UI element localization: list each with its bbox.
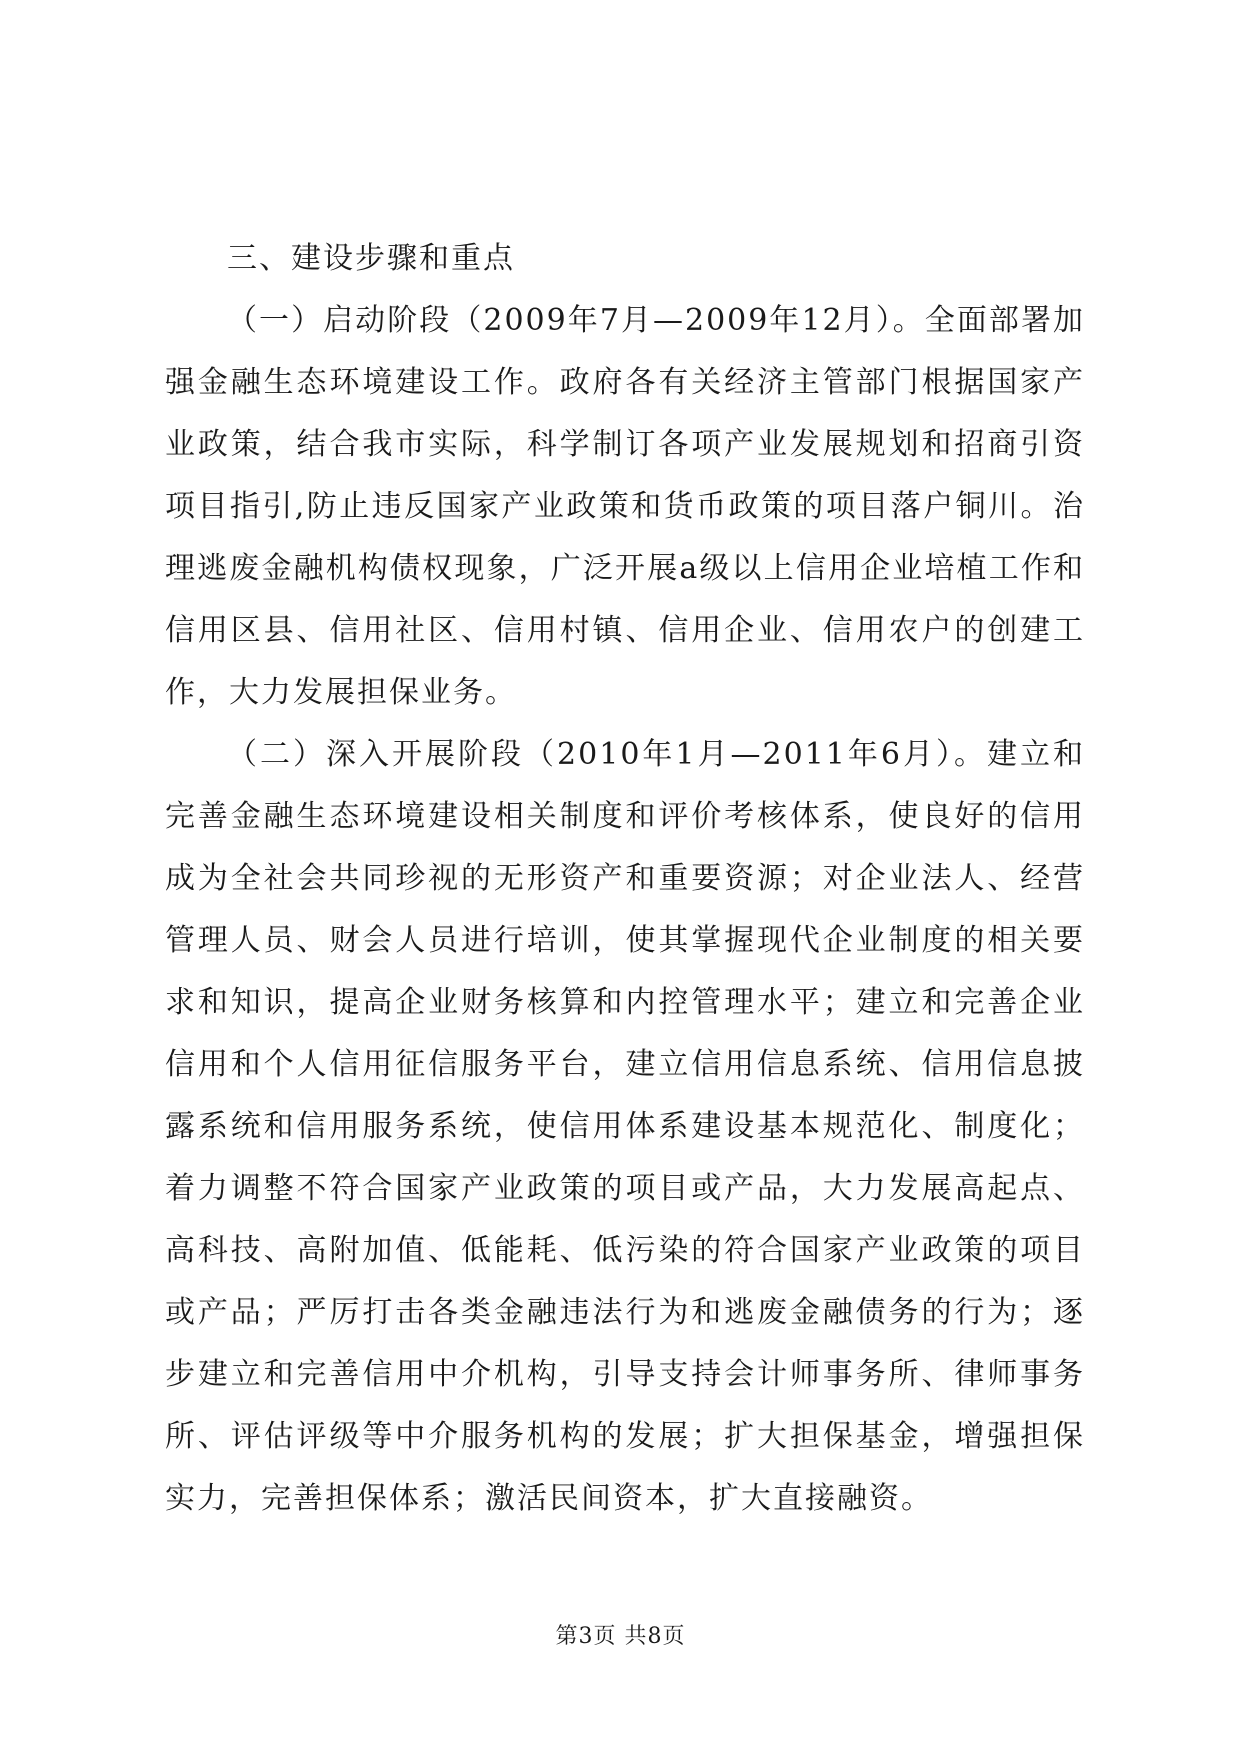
document-body <box>165 228 1085 1530</box>
section-heading: 三、建设步骤和重点 <box>227 241 515 276</box>
paragraph-deepening-phase: （二）深入开展阶段（2010年1月—2011年6月）。建立和完善金融生态环境建设相关制度和评价考核体系，使良好的信用成为全社会共同珍视的无形资产和重要资源；对企业法人、经营管理人员、财会人员进行培训，使其掌握现代企业制度的相关要求和知识，提高企业财务核算和内控管理水平；建立和完善企业信用和个人信用征信服务平台，建立信用信息系统、信用信息披露系统和信用服务系统，使信用体系建设基本规范化、制度化；着力调整不符合国家产业政策的项目或产品，大力发展高起点、高科技、高附加值、低能耗、低污染的符合国家产业政策的项目或产品；严厉打击各类金融违法行为和逃废金融债务的行为；逐步建立和完善信用中介机构，引导支持会计师事务所、律师事务所、评估评级等中介服务机构的发展；扩大担保基金，增强担保实力，完善担保体系；激活民间资本，扩大直接融资。 <box>165 737 1085 1516</box>
page-number-footer: 第3页 共8页 <box>555 1624 686 1649</box>
paragraph-startup-phase: （一）启动阶段（2009年7月—2009年12月）。全面部署加强金融生态环境建设工作。政府各有关经济主管部门根据国家产业政策，结合我市实际，科学制订各项产业发展规划和招商引资项目指引,防止违反国家产业政策和货币政策的项目落户铜川。治理逃废金融机构债权现象，广泛开展a级以上信用企业培植工作和信用区县、信用社区、信用村镇、信用企业、信用农户的创建工作，大力发展担保业务。 <box>165 303 1085 710</box>
